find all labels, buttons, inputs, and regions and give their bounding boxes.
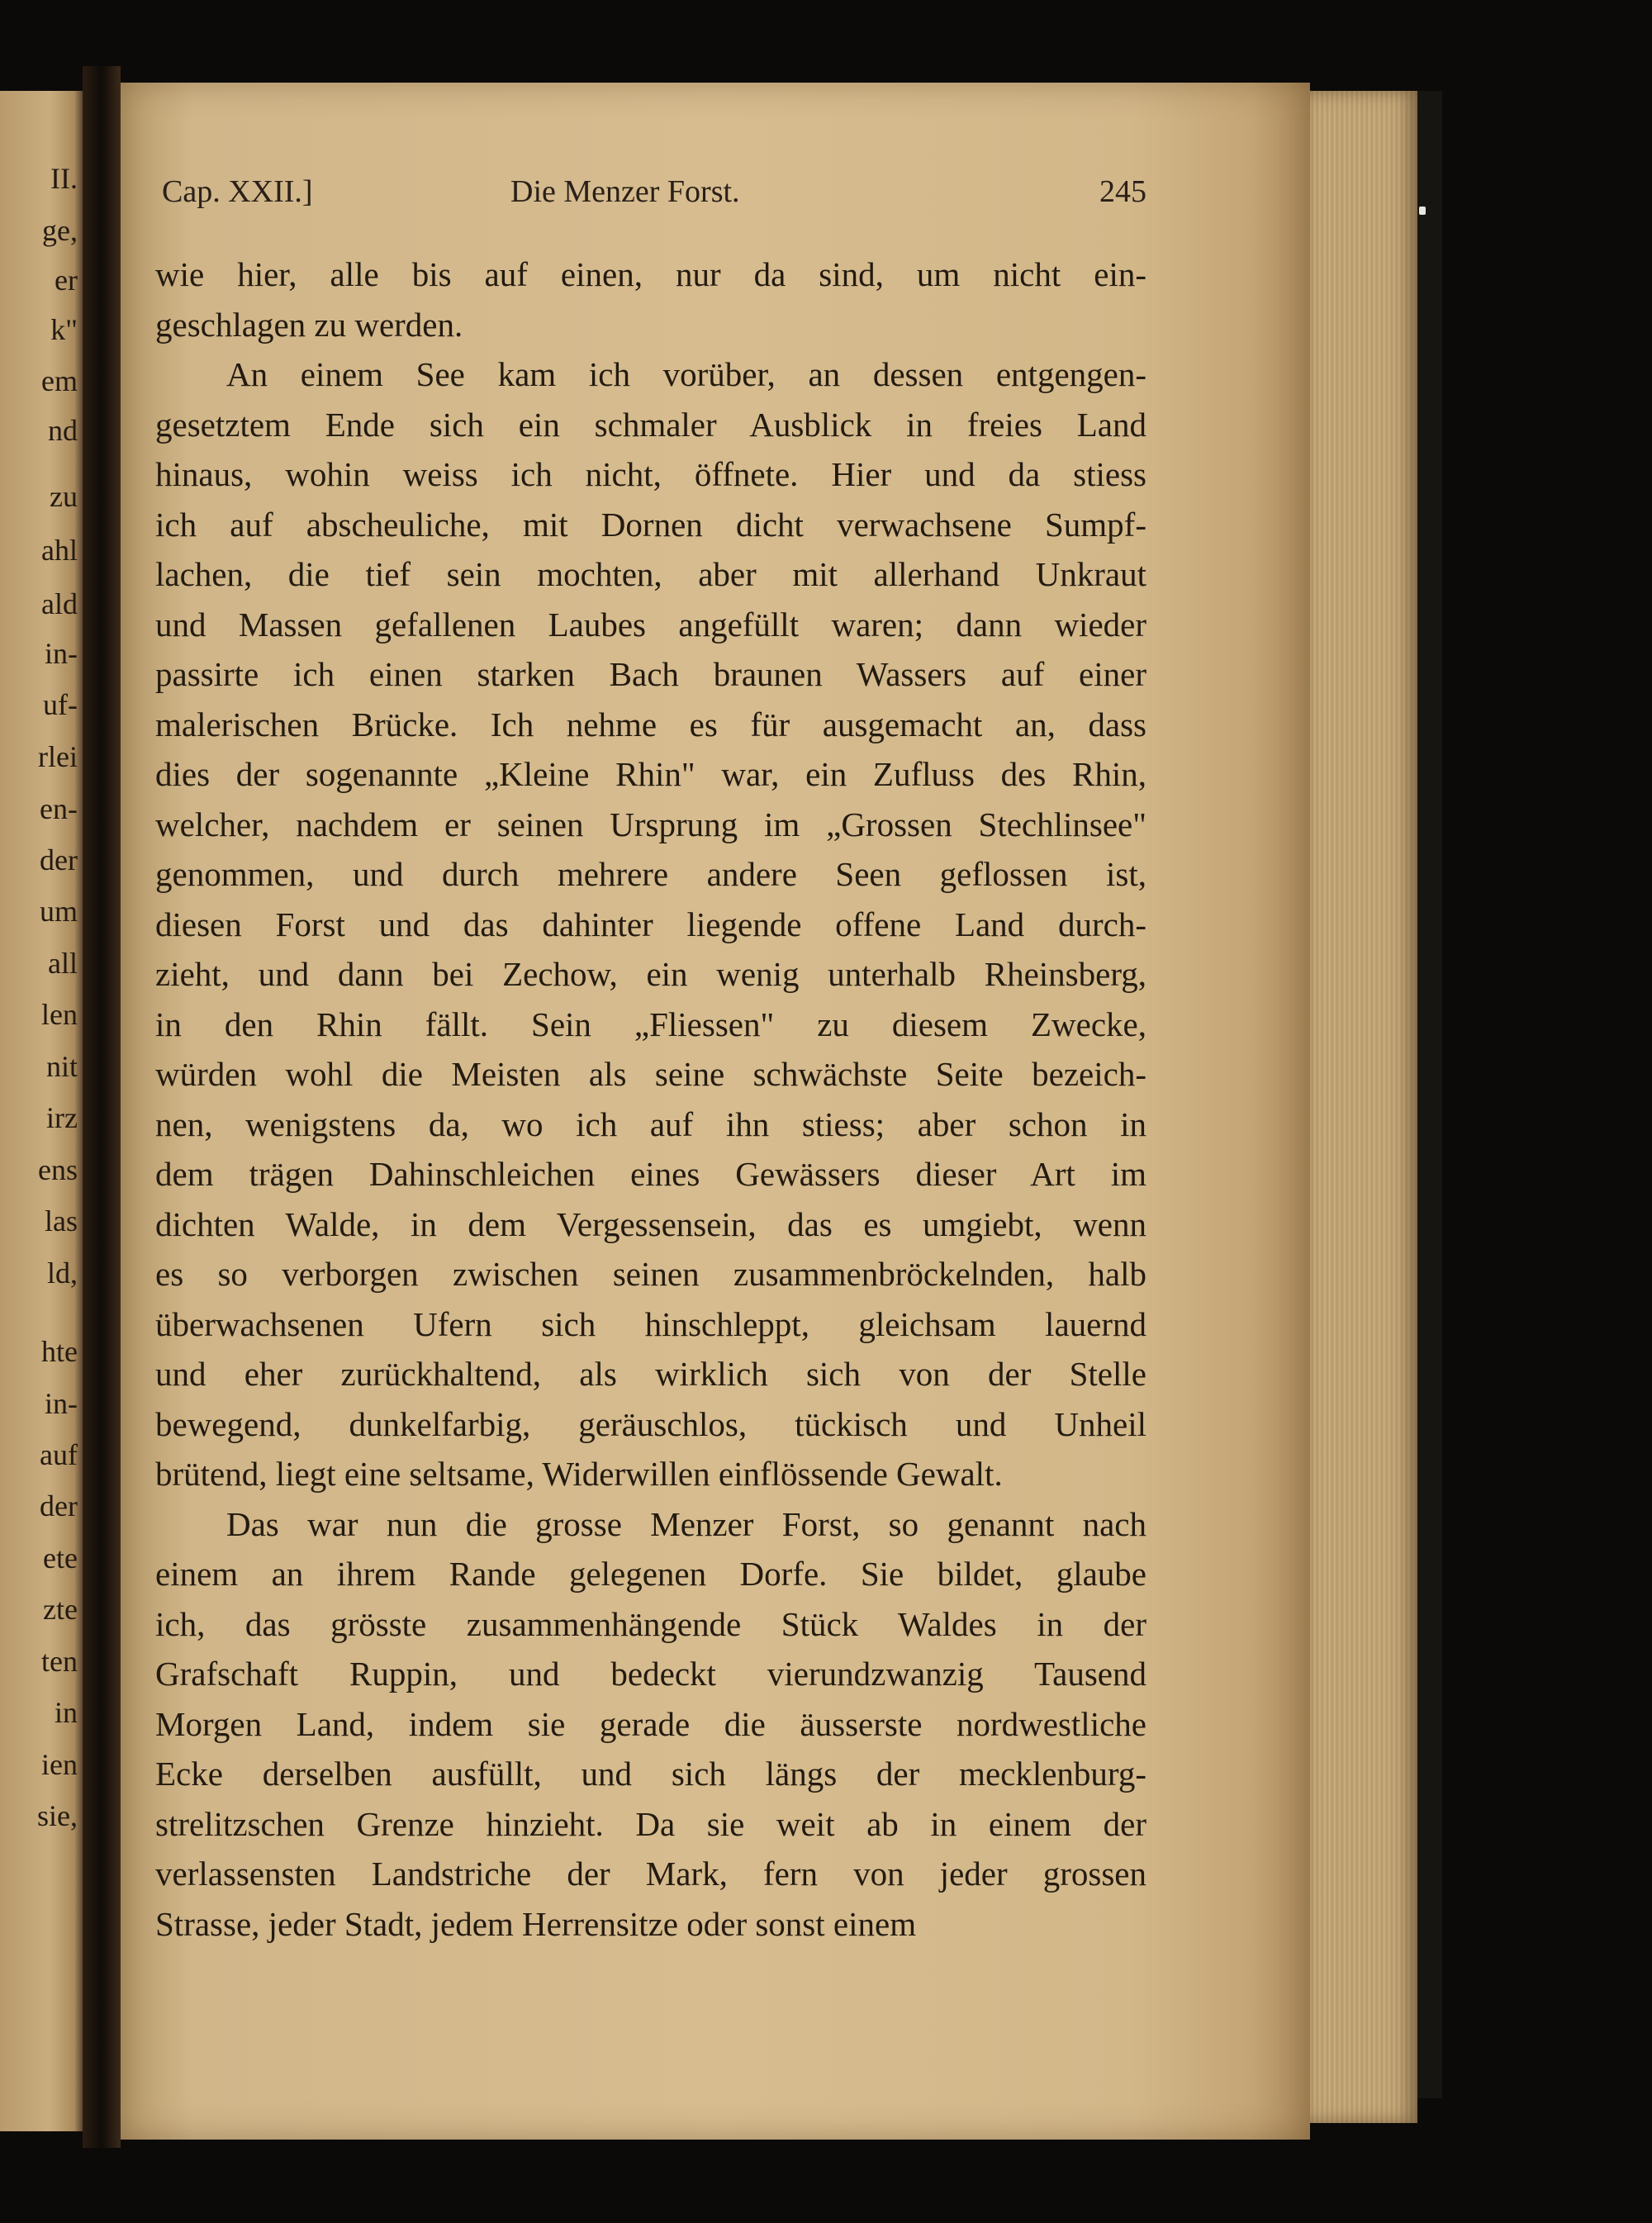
text-line: Das war nun die grosse Menzer Forst, so genannt nach: [226, 1504, 1146, 1543]
previous-page-line: in: [54, 1696, 78, 1729]
previous-page-line: uf-: [43, 688, 78, 721]
text-line: ich auf abscheuliche, mit Dornen dicht verwachsene Sumpf-: [155, 505, 1146, 544]
text-line: geschlagen zu werden.: [155, 305, 463, 344]
text-line: und eher zurückhaltend, als wirklich sich von der Stelle: [155, 1355, 1146, 1393]
text-line: Ecke derselben ausfüllt, und sich längs der mecklenburg-: [155, 1755, 1146, 1793]
previous-page-line: ete: [43, 1541, 78, 1575]
text-line: nen, wenigstens da, wo ich auf ihn stiess; aber schon in: [155, 1104, 1146, 1143]
book-gutter: [83, 66, 121, 2148]
text-line: es so verborgen zwischen seinen zusammenbröckelnden, halb: [155, 1255, 1146, 1293]
previous-page-line: ld,: [46, 1256, 78, 1290]
text-line: lachen, die tief sein mochten, aber mit allerhand Unkraut: [155, 555, 1146, 593]
previous-page-line: all: [48, 947, 78, 980]
previous-page-line: der: [40, 1489, 78, 1522]
previous-page-line: ens: [38, 1153, 78, 1186]
chapter-label: Cap. XXII.]: [162, 174, 313, 209]
body-text: [155, 249, 1146, 1949]
previous-page-line: nit: [45, 1050, 78, 1083]
page-edges: [1310, 91, 1417, 2123]
previous-page-line: ge,: [42, 214, 78, 247]
text-line: genommen, und durch mehrere andere Seen geflossen ist,: [155, 855, 1146, 893]
previous-page-line: er: [55, 264, 78, 297]
text-line: Morgen Land, indem sie gerade die äusserste nordwestliche: [155, 1704, 1146, 1743]
text-line: hinaus, wohin weiss ich nicht, öffnete. Hier und da stiess: [155, 455, 1146, 493]
text-line: dies der sogenannte „Kleine Rhin" war, ein Zufluss des Rhin,: [155, 755, 1146, 793]
text-line: An einem See kam ich vorüber, an dessen entgengen-: [226, 355, 1146, 393]
previous-page-line: der: [40, 843, 78, 876]
text-line: gesetztem Ende sich ein schmaler Ausblick in freies Land: [155, 405, 1146, 444]
text-line: überwachsenen Ufern sich hinschleppt, gleichsam lauernd: [155, 1304, 1146, 1343]
spine-mark: [1419, 207, 1426, 215]
text-line: malerischen Brücke. Ich nehme es für ausgemacht an, dass: [155, 705, 1146, 743]
previous-page-line: in-: [45, 637, 78, 670]
book-cover: [1417, 91, 1442, 2098]
text-line: zieht, und dann bei Zechow, ein wenig unterhalb Rheinsberg,: [155, 955, 1146, 993]
text-line: wie hier, alle bis auf einen, nur da sind, um nicht ein-: [155, 255, 1146, 293]
running-head: [162, 173, 1146, 223]
previous-page-line: nd: [48, 414, 78, 447]
text-line: einem an ihrem Rande gelegenen Dorfe. Sie bildet, glaube: [155, 1555, 1146, 1593]
text-line: Strasse, jeder Stadt, jedem Herrensitze oder sonst einem: [155, 1904, 917, 1943]
previous-page-line: en-: [40, 792, 78, 825]
previous-page-line: rlei: [38, 740, 78, 773]
previous-page-line: zu: [50, 480, 78, 513]
text-line: strelitzschen Grenze hinzieht. Da sie weit ab in einem der: [155, 1804, 1146, 1843]
paragraph: [155, 1499, 1146, 1950]
previous-page-line: um: [39, 895, 78, 928]
text-line: dem trägen Dahinschleichen eines Gewässers dieser Art im: [155, 1155, 1146, 1193]
text-line: würden wohl die Meisten als seine schwächste Seite bezeich-: [155, 1055, 1146, 1093]
previous-page-line: em: [41, 364, 78, 397]
previous-page-line: ahl: [41, 534, 78, 567]
text-line: in den Rhin fällt. Sein „Fliessen" zu diesem Zwecke,: [155, 1005, 1146, 1043]
text-line: welcher, nachdem er seinen Ursprung im „Grossen Stechlinsee": [155, 805, 1146, 843]
text-line: und Massen gefallenen Laubes angefüllt waren; dann wieder: [155, 605, 1146, 644]
paragraph: [155, 249, 1146, 349]
text-line: passirte ich einen starken Bach braunen Wassers auf einer: [155, 655, 1146, 693]
previous-page-line: auf: [40, 1438, 78, 1471]
previous-page-line: ald: [41, 587, 78, 620]
previous-page-line: hte: [41, 1335, 78, 1368]
text-line: ich, das grösste zusammenhängende Stück Waldes in der: [155, 1604, 1146, 1643]
previous-page-line: irz: [46, 1101, 78, 1134]
text-line: brütend, liegt eine seltsame, Widerwillen einflössende Gewalt.: [155, 1455, 1003, 1493]
previous-page-line: zte: [43, 1593, 78, 1626]
page-number: 245: [1099, 174, 1146, 209]
text-line: Grafschaft Ruppin, und bedeckt vierundzwanzig Tausend: [155, 1655, 1146, 1693]
text-line: verlassensten Landstriche der Mark, fern von jeder grossen: [155, 1855, 1146, 1893]
previous-page-line: las: [45, 1204, 78, 1237]
paragraph: [155, 349, 1146, 1499]
previous-page-line: len: [41, 998, 78, 1031]
previous-page-line: sie,: [37, 1799, 78, 1832]
chapter-title: Die Menzer Forst.: [510, 174, 740, 209]
previous-page-line: II.: [50, 162, 78, 195]
text-line: bewegend, dunkelfarbig, geräuschlos, tückisch und Unheil: [155, 1404, 1146, 1443]
text-line: dichten Walde, in dem Vergessensein, das es umgiebt, wenn: [155, 1204, 1146, 1243]
text-line: diesen Forst und das dahinter liegende offene Land durch-: [155, 905, 1146, 943]
previous-page-line: in-: [45, 1387, 78, 1420]
previous-page-line: ten: [41, 1645, 78, 1678]
previous-page-line: ien: [41, 1748, 78, 1781]
previous-page-line: k": [50, 313, 78, 346]
